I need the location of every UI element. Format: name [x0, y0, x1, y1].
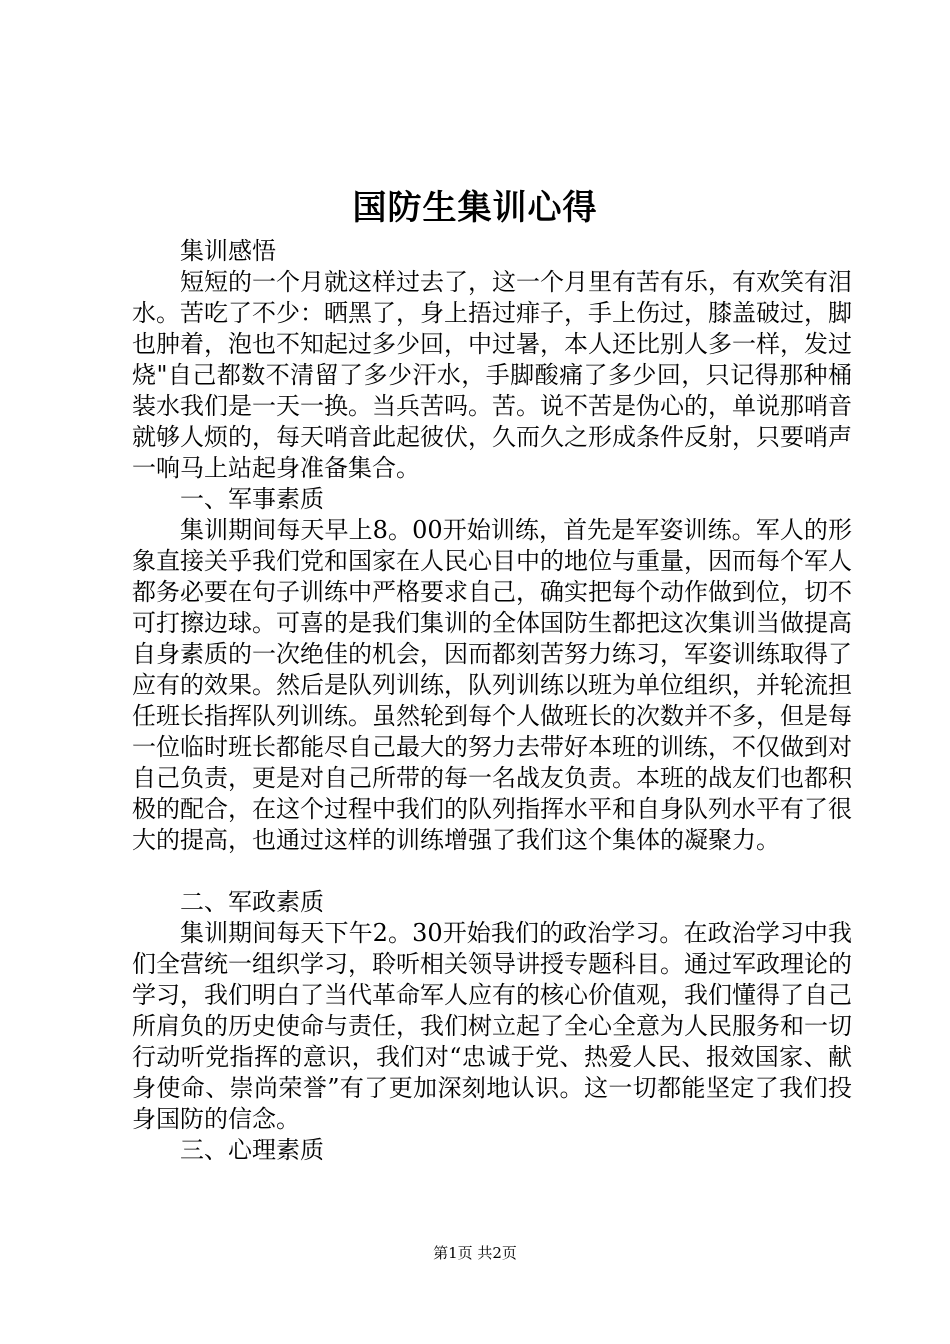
section-heading-intro: 集训感悟 — [180, 237, 276, 265]
paragraph-intro: 短短的一个月就这样过去了，这一个月里有苦有乐，有欢笑有泪水。苦吃了不少：晒黑了，身上捂过痱子，手上伤过，膝盖破过，脚也肿着，泡也不知起过多少回，中过暑，本人还比别人多一样，发过烧"自己都数不清留了多少汗水，手脚酸痛了多少回，只记得那种桶装水我们是一天一换。当兵苦吗。苦。说不苦是伪心的，单说那哨音就够人烦的，每天哨音此起彼伏，久而久之形成条件反射，只要哨声一响马上站起身准备集合。 — [132, 268, 852, 482]
page-number-footer: 第1页 共2页 — [433, 1244, 517, 1262]
section-heading-psychology: 三、心理素质 — [180, 1136, 324, 1164]
document-body — [132, 236, 852, 1166]
section-heading-politics: 二、军政素质 — [180, 888, 324, 916]
paragraph-politics: 集训期间每天下午2。30开始我们的政治学习。在政治学习中我们全营统一组织学习，聆听相关领导讲授专题科目。通过军政理论的学习，我们明白了当代革命军人应有的核心价值观，我们懂得了自己所肩负的历史使命与责任，我们树立起了全心全意为人民服务和一切行动听党指挥的意识，我们对“忠诚于党、热爱人民、报效国家、献身使命、崇尚荣誉”有了更加深刻地认识。这一切都能坚定了我们投身国防的信念。 — [132, 919, 852, 1133]
paragraph-military: 集训期间每天早上8。00开始训练，首先是军姿训练。军人的形象直接关乎我们党和国家在人民心目中的地位与重量，因而每个军人都务必要在句子训练中严格要求自己，确实把每个动作做到位，切不可打擦边球。可喜的是我们集训的全体国防生都把这次集训当做提高自身素质的一次绝佳的机会，因而都刻苦努力练习，军姿训练取得了应有的效果。然后是队列训练，队列训练以班为单位组织，并轮流担任班长指挥队列训练。虽然轮到每个人做班长的次数并不多，但是每一位临时班长都能尽自己最大的努力去带好本班的训练，不仅做到对自己负责，更是对自己所带的每一名战友负责。本班的战友们也都积极的配合，在这个过程中我们的队列指挥水平和自身队列水平有了很大的提高，也通过这样的训练增强了我们这个集体的凝聚力。 — [132, 516, 852, 854]
paragraph-spacer — [132, 856, 852, 887]
section-heading-military: 一、军事素质 — [180, 485, 324, 513]
document-title: 国防生集训心得 — [352, 188, 598, 228]
